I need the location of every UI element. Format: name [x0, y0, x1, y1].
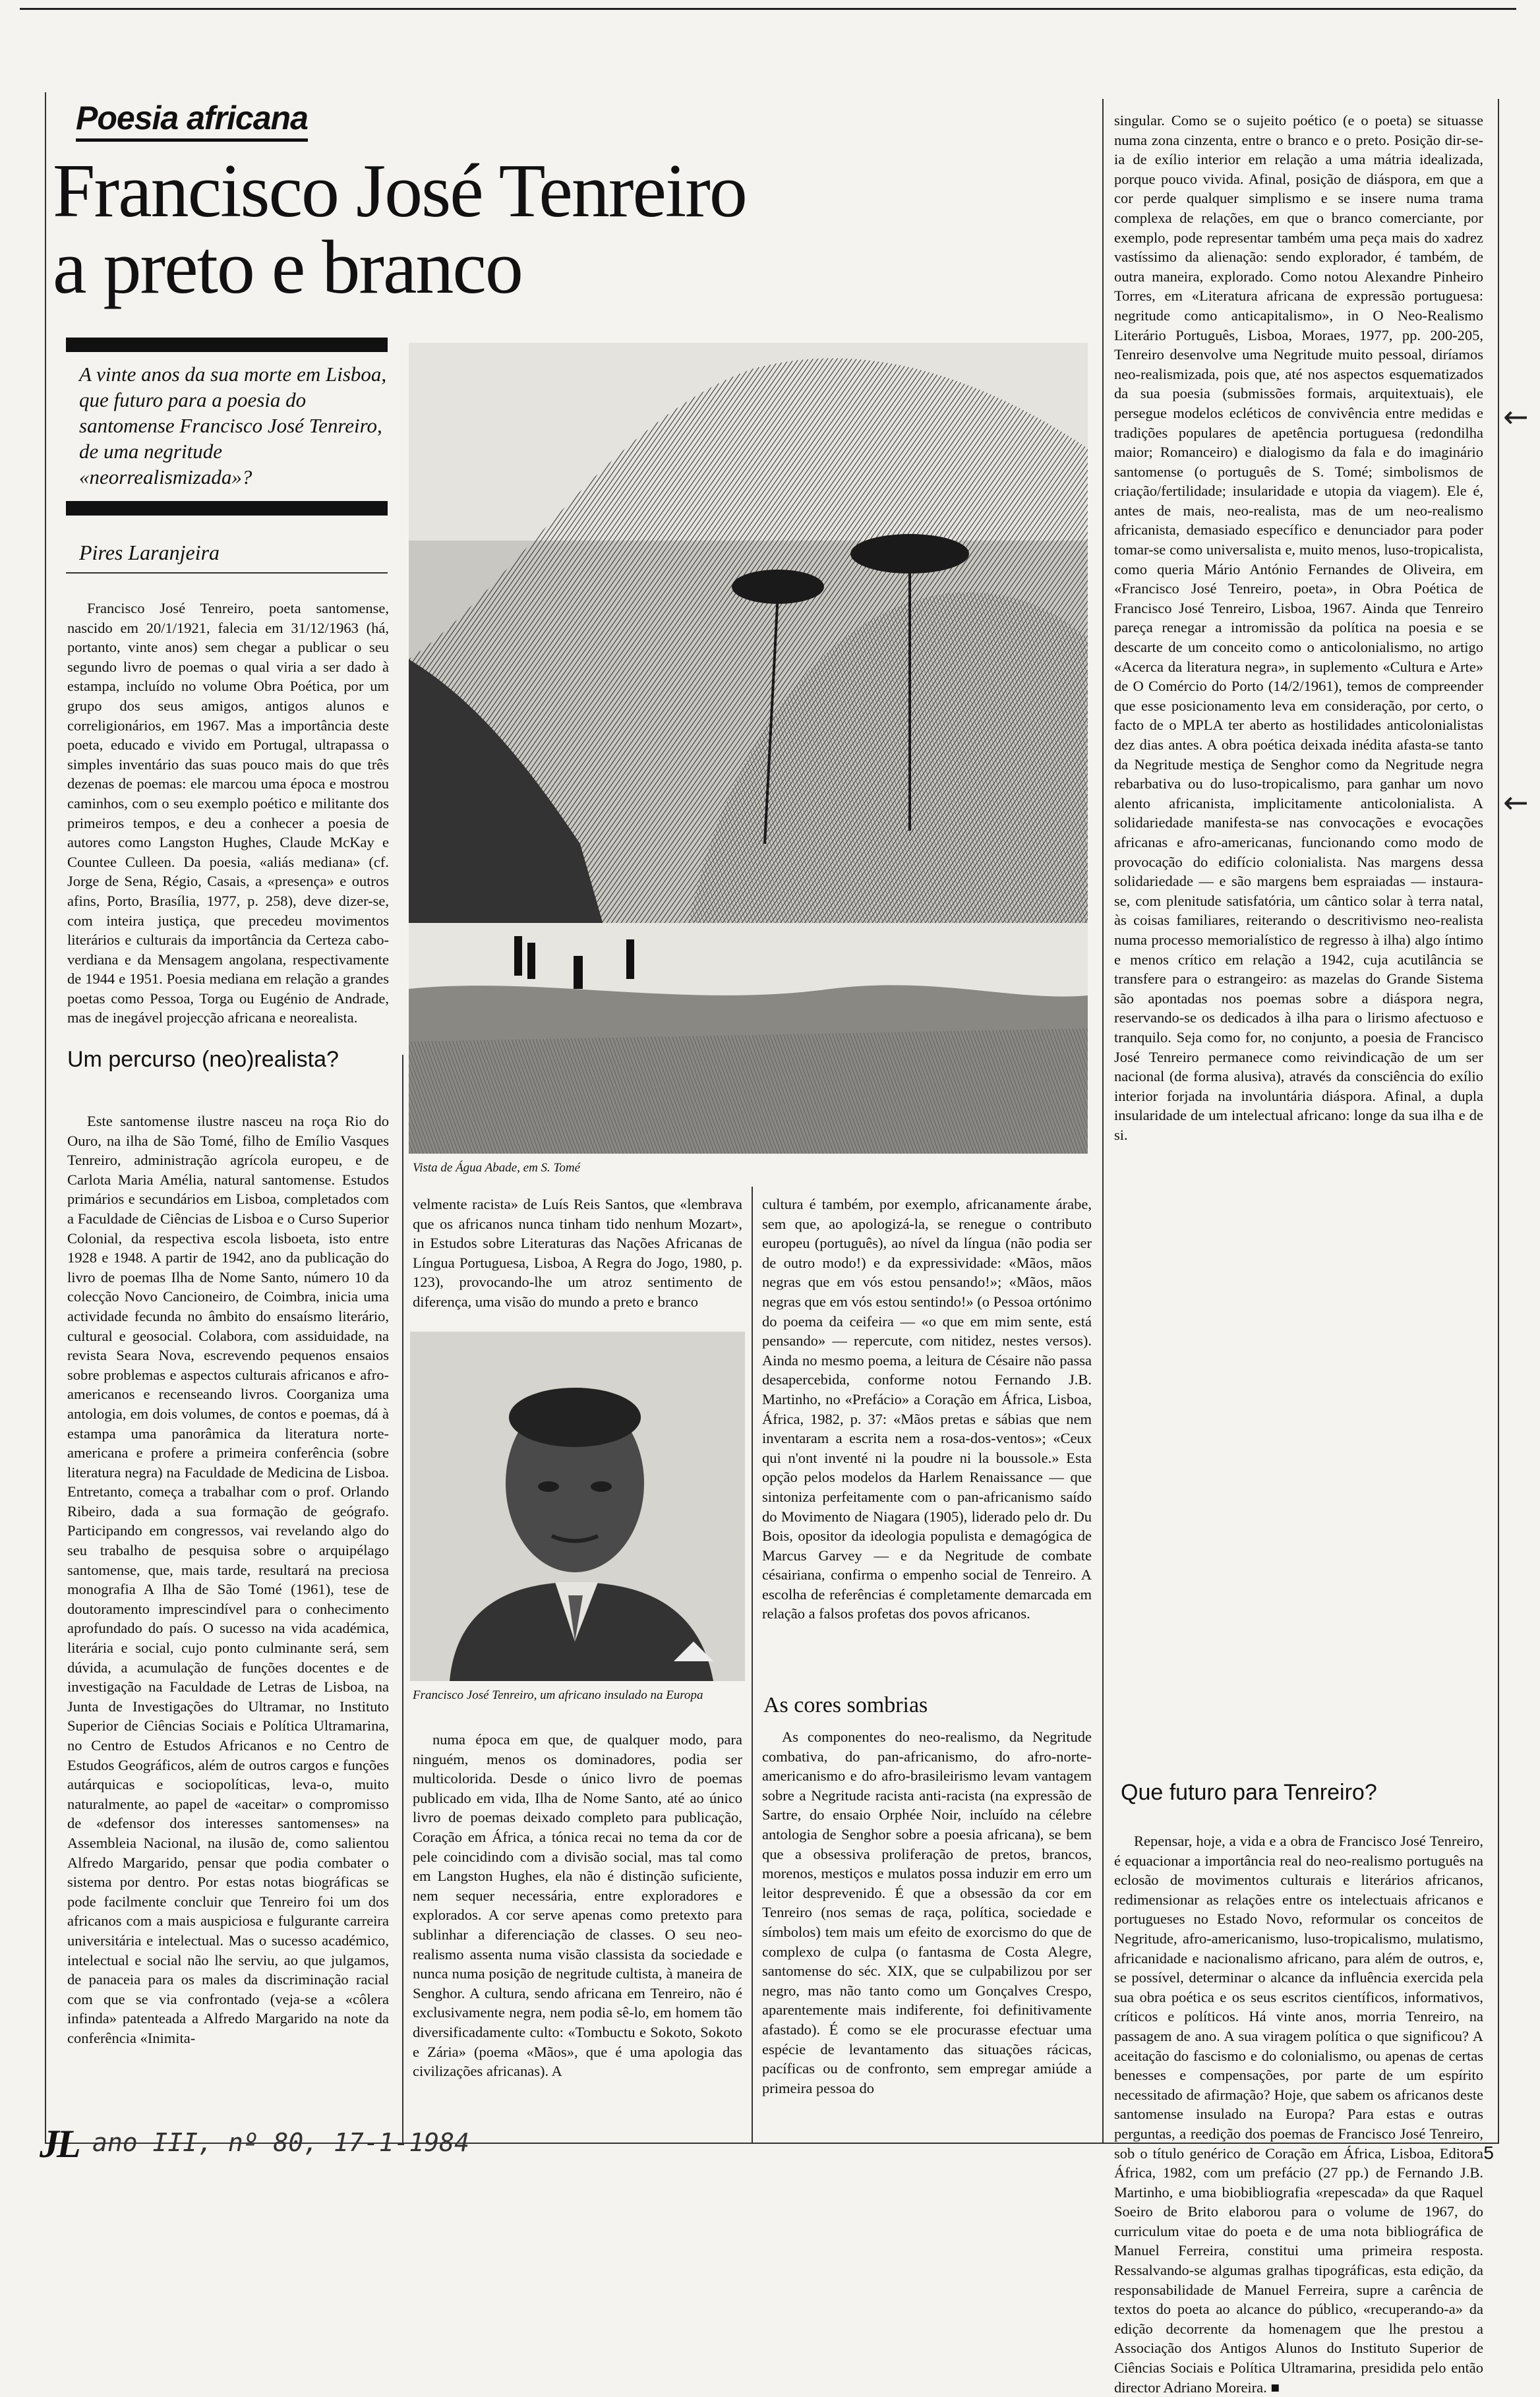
paragraph: cultura é também, por exemplo, africanamente árabe, sem que, ao apologizá-la, se renegue o contributo europeu (português), ao nível da língua (não podia ser de outro modo!) e da expressividade: «Mãos, mãos negras que em vós estou pensando!»; «Mãos, mãos negras que em vós estou sentindo!» (o Pessoa ortónimo do poema da ceifeira — «o que em mim sente, está pensando» — repercute, com nitidez, nestes versos). Ainda no mesmo poema, a leitura de Césaire não passa desapercebida, conforme notou Fernando J.B. Martinho, no «Prefácio» a Coração em África, Lisboa, África, 1982, p. 37: «Mãos pretas e sábias que nem inventaram a escrita nem a rosa-dos-ventos»; «Ceux qui n'ont inventé ni la poudre ni la boussole.» Esta opção pelos modelos da Harlem Renaissance — que sintoniza perfeitamente com o pan-africanismo saído do Movimento de Niagara (1905), liderado pelo dr. Du Bois, opositor da ideologia populista e demagógica de Marcus Garvey — e da Negritude de combate césairiana, confirma o empenho social de Tenreiro. A escolha de referências é completamente demarcada em relação a falsos profetas dos povos africanos. [762, 1196, 1092, 1622]
deck-rule-top [66, 338, 388, 352]
handwritten-note: ano III, nº 80, 17-1-1984 [92, 2128, 469, 2157]
section-tag: Poesia africana [76, 99, 308, 142]
engraving-illustration [409, 343, 1088, 1154]
headline-line2: a preto e branco [53, 225, 522, 310]
col1-continued [67, 1111, 389, 2124]
paragraph: Francisco José Tenreiro, poeta santomense, nascido em 20/1/1921, falecia em 31/12/1963 (há, portanto, vinte anos) sem chegar a publicar o seu segundo livro de poemas o qual viria a ser dado à estampa, incluído no volume Obra Poética, por um grupo dos seus amigos, antigos alunos e correligionários, em 1967. Mas a importância deste poeta, educado e vivido em Portugal, ultrapassa o simples inventário das suas pouco mais do que três dezenas de poemas: ele marcou uma época e mostrou caminhos, com o seu exemplo poético e militante dos primeiros tempos, e deu a conhecer a poesia de autores como Langston Hughes, Claude McKay e Countee Culleen. Da poesia, «aliás mediana» (cf. Jorge de Sena, Régio, Casais, a «presença» e outros afins, Porto, Brasília, 1977, p. 258), deve dizer-se, com inteira justiça, que precedeu movimentos literários e culturais da importância da Certeza cabo-verdiana e da Mensagem angolana, respectivamente de 1944 e 1951. Poesia mediana em relação a grandes poetas como Pessoa, Torga ou Eugénio de Andrade, mas de inegável projecção africana e neorealista. [67, 600, 389, 1026]
jl-logo: JL [40, 2122, 78, 2166]
col1-intro [67, 599, 389, 1060]
paragraph: numa época em que, de qualquer modo, para ninguém, menos os dominadores, podia ser multicolorida. Desde o único livro de poemas publicado em vida, Ilha de Nome Santo, até ao único livro de poemas deixado completo para publicação, Coração em África, a tónica recai no tema da cor de pele coincidindo com a divisão social, mas tal como em Langston Hughes, ela não é distinção suficiente, nem sequer necessária, entre exploradores e explorados. A cor serve apenas como pretexto para sublinhar a diferenciação de classes. O seu neo-realismo assenta numa visão classista da sociedade e nunca numa posição de negritude cultista, à maneira de Senghor. A cultura, sendo africana em Tenreiro, não é exclusivamente negra, nem podia sê-lo, em homem tão diversificadamente culto: «Tombuctu e Sokoto, Sokoto e Zária» (poema «Mãos», que é uma apologia das civilizações africanas). A [413, 1731, 742, 2080]
left-frame-line [45, 92, 46, 2143]
column-divider-right [1102, 99, 1104, 2143]
column-divider-1 [402, 1055, 403, 2143]
col4-top [1114, 111, 1483, 1739]
col2-top [413, 1195, 742, 1320]
page-number: 5 [1483, 2143, 1494, 2163]
portrait-illustration [410, 1332, 745, 1681]
deck-rule-bottom [66, 501, 388, 516]
paragraph: As componentes do neo-realismo, da Negritude combativa, do pan-africanismo, do afro-norte-americanismo e do afro-brasileirismo levam vantagem sobre a Negritude racista anti-racista (na expressão de Sartre, do ensaio Orphée Noir, incluído na célebre antologia de Senghor sobre a poesia africana), se bem que a obsessiva proliferação de pretos, brancos, morenos, mestiços e mulatos possa induzir em erro um leitor desprevenido. É que a obsessão da cor em Tenreiro (nos semas de raça, política, sociedade e símbolos) tem mais um efeito de exorcismo do que de complexo de culpa (o fantasma de Costa Alegre, santomense do séc. XIX, que se culpabilizou por ser negro, mas não tanto como um Gonçalves Crespo, aparentemente mais indiferente, foi definitivamente afastado). É como se ele procurasse efectuar uma espécie de levantamento das situações rácicas, pacíficas ou de confronto, sem empregar amiúde a primeira pessoa do [762, 1729, 1092, 2096]
top-border [20, 8, 1516, 10]
portrait-photo [410, 1332, 745, 1681]
col2-bottom [413, 1730, 742, 2129]
landscape-engraving [409, 343, 1088, 1154]
headline [53, 149, 1081, 310]
col3-bottom [762, 1727, 1092, 2129]
portrait-caption: Francisco José Tenreiro, um africano insulado na Europa [413, 1688, 703, 1702]
subhead-futuro: Que futuro para Tenreiro? [1121, 1780, 1377, 1805]
right-frame-line [1498, 99, 1499, 2143]
paragraph: Este santomense ilustre nasceu na roça Rio do Ouro, na ilha de São Tomé, filho de Emílio Vasques Tenreiro, administração agrícola europeu, e de Carlota Maria Amélia, natural santomense. Estudos primários e secundários em Lisboa, completados com a Faculdade de Ciências de Lisboa e o Curso Superior Colonial, da respectiva escola lisboeta, isto entre 1928 e 1948. A partir de 1942, ano da publicação do livro de poemas Ilha de Nome Santo, número 10 da colecção Novo Cancioneiro, de Coimbra, inicia uma actividade fecunda no âmbito do ensaísmo literário, cultural e geosocial. Colabora, com assiduidade, na revista Seara Nova, escrevendo pequenos ensaios sobre problemas e aspectos culturais africanos e afro-americanos e recenseando livros. Coorganiza uma antologia, em dois volumes, de contos e poemas, dá à estampa uma panorâmica da literatura norte-americana e profere a primeira conferência (sobre literatura negra) na Faculdade de Medicina de Lisboa. Entretanto, começa a trabalhar com o prof. Orlando Ribeiro, dada a sua formação de geógrafo. Participando em congressos, vai revelando algo do seu trabalho de pesquisa sobre o arquipélago santomense, que, mais tarde, resultará na preciosa monografia A Ilha de São Tomé (1961), tese de doutoramento imprescindível para o conhecimento aprofundado do país. O sucesso na vida académica, literária e social, cujo ponto culminante será, sem dúvida, a acumulação de funções docentes e de investigação na Faculdade de Letras de Lisboa, na Junta de Investigações do Ultramar, no Instituto Superior de Ciências Sociais e Política Ultramarina, no Centro de Estudos Africanos e no Centro de Estudos Geográficos, além de outros cargos e funções autárquicas e sociopolíticas, leva-o, muito naturalmente, ao papel de «aceitar» o compromisso de «defensor dos interesses santomenses» na Assembleia Nacional, na ilusão de, como salientou Alfredo Margarido, pensar que podia combater o sistema por dentro. Por estas notas biográficas se pode facilmente concluir que Tenreiro foi um dos africanos com a mais auspiciosa e fulgurante carreira universitária e intelectual. Mas o sucesso académico, intelectual e social não lhe serviu, ao que julgamos, de panaceia para os males da discriminação racial com que se via confrontado (veja-se a «côlera infinda» patenteada a Alfredo Margarido na note da conferência «Inimita- [67, 1113, 389, 2046]
deck: A vinte anos da sua morte em Lisboa, que futuro para a poesia do santomense Francisco José Tenreiro, de uma negritude «neorrealismizada»? [79, 363, 387, 488]
subhead-cores: As cores sombrias [763, 1693, 928, 1717]
byline: Pires Laranjeira [79, 541, 220, 564]
paragraph: Repensar, hoje, a vida e a obra de Francisco José Tenreiro, é equacionar a importância real do neo-realismo português na eclosão de movimentos culturais e literários africanos, redimensionar as relações entre os intelectuais africanos e portugueses no Estado Novo, reformular os conceitos de Negritude, afro-americanismo, luso-tropicalismo, mulatismo, africanidade e nacionalismo africano, para além de outros, e, se possível, determinar o alcance da influência exercida pela sua obra poética e os seus escritos científicos, informativos, críticos e políticos. Há vinte anos, morria Tenreiro, na passagem de ano. A sua viragem política o que significou? A aceitação do fascismo e do colonialismo, ou apenas de certas benesses e compensações, por parte de um espírito necessitado de afirmação? Hoje, que sabem os africanos deste santomense insulado na Europa? Para estas e outras perguntas, a reedição dos poemas de Francisco José Tenreiro, sob o título genérico de Coração em África, Lisboa, Editora África, 1982, com um prefácio (27 pp.) de Fernando J.B. Martinho, e uma biobibliografia «repescada» da que Raquel Soeiro de Brito elaborou para o volume de 1967, do curriculum vitae do poeta e de uma nota bibliográfica de Manuel Ferreira, constitui uma primeira resposta. Ressalvando-se algumas gralhas tipográficas, esta edição, da responsabilidade de Manuel Ferreira, supre a carência de textos do poeta ao alcance do público, «recuperando-a» da edição decorrente da homenagem que lhe prestou a Associação dos Antigos Alunos do Instituto Superior de Ciências Sociais e Política Ultramarina, presidida pelo então director Adriano Moreira. ■ [1114, 1833, 1483, 2396]
headline-line1: Francisco José Tenreiro [53, 149, 746, 233]
margin-arrow-icon: ← [1503, 784, 1529, 820]
byline-rule [66, 572, 388, 574]
margin-arrow-icon: ← [1503, 399, 1529, 434]
column-divider-2 [752, 1187, 753, 2143]
landscape-caption: Vista de Água Abade, em S. Tomé [413, 1161, 581, 1175]
subhead-percurso: Um percurso (neo)realista? [67, 1047, 339, 1072]
paragraph: singular. Como se o sujeito poético (e o poeta) se situasse numa zona cinzenta, entre o branco e o preto. Posição dir-se-ia de exílio interior em relação a uma mátria idealizada, porque pouco vivida. Afinal, posição de diáspora, em que a cor perde qualquer simplismo e se insere numa trama complexa de relações, em que o branco comerciante, por exemplo, pode representar também uma peça mais do xadrez vastíssimo da alienação: sendo explorador, é também, de outra maneira, explorado. Como notou Alexandre Pinheiro Torres, em «Literatura africana de expressão portuguesa: negritude como anticapitalismo», in O Neo-Realismo Literário Português, Lisboa, Moraes, 1977, pp. 200-205, Tenreiro desenvolve uma Negritude muito pessoal, diríamos neo-realismizada, pois que, até nos aspectos esquematizados da sua poesia (submissões formais, arquitextuais), ele persegue modelos ecléticos de convivência entre medidas e tradições populares de apetência portuguesa (redondilha maior; Romanceiro) e dialogismo da fala e do imaginário santomense (o português de S. Tomé; simbolismos de criação/fertilidade; insularidade e utopia da viagem). Ele é, antes de mais, neo-realista, mas de um neo-realismo africanista, demasiado específico e denunciador para poder tomar-se como universalista e, muito menos, luso-tropicalista, como queria Mário António Fernandes de Oliveira, em «Francisco José Tenreiro, poeta», in Obra Poética de Francisco José Tenreiro, Lisboa, 1967. Ainda que Tenreiro pareça renegar a intromissão da política na poesia e se descarte de um conceito como o anticolonialismo, no artigo «Acerca da literatura negra», in suplemento «Cultura e Arte» de O Comércio do Porto (14/2/1961), temos de compreender que esse posicionamento leva em consideração, por certo, o facto de o MPLA ter aberto as hostilidades anticolonialistas dez dias antes. A obra poética deixada inédita afasta-se tanto da Negritude mestiça de Senghor como da Negritude negra rebarbativa ou do luso-tropicalismo, para ganhar um novo alento africanista, implicitamente anticolonialista. A solidariedade manifesta-se nas convocações e evocações africanas e afro-americanas, funcionando como modo de provocação do edifício colonialista. Nas margens dessa solidariedade — e são margens bem espraiadas — instaura-se, com plenitude satisfatória, um cântico solar à terra natal, às coisas familiares, reiterando o descritivismo neo-realista numa processo memorialístico de regresso à ilha) algo íntimo e menos crítico em relação a 1942, cuja acutilância se transfere para o estrangeiro: as mazelas do Grande Sistema são apontadas nos poemas sobre a diáspora negra, reservando-se os dedicados à ilha para o lirismo afectuoso e tranquilo. Seja como for, no conjunto, a poesia de Francisco José Tenreiro permanece como reivindicação de um ser nacional (de forma alusiva), através da consciência do exílio interior forjada na involuntária diáspora. Afinal, a dupla insularidade de um intelectual africano: longe da sua ilha e de si. [1114, 112, 1483, 1143]
col4-bottom [1114, 1831, 1483, 2396]
col3-top [762, 1195, 1092, 1649]
paragraph: velmente racista» de Luís Reis Santos, que «lembrava que os africanos nunca tinham tido nenhum Mozart», in Estudos sobre Literaturas das Nações Africanas de Língua Portuguesa, Lisboa, A Regra do Jogo, 1980, p. 123), provocando-lhe um atroz sentimento de diferença, uma visão do mundo a preto e branco [413, 1196, 742, 1310]
